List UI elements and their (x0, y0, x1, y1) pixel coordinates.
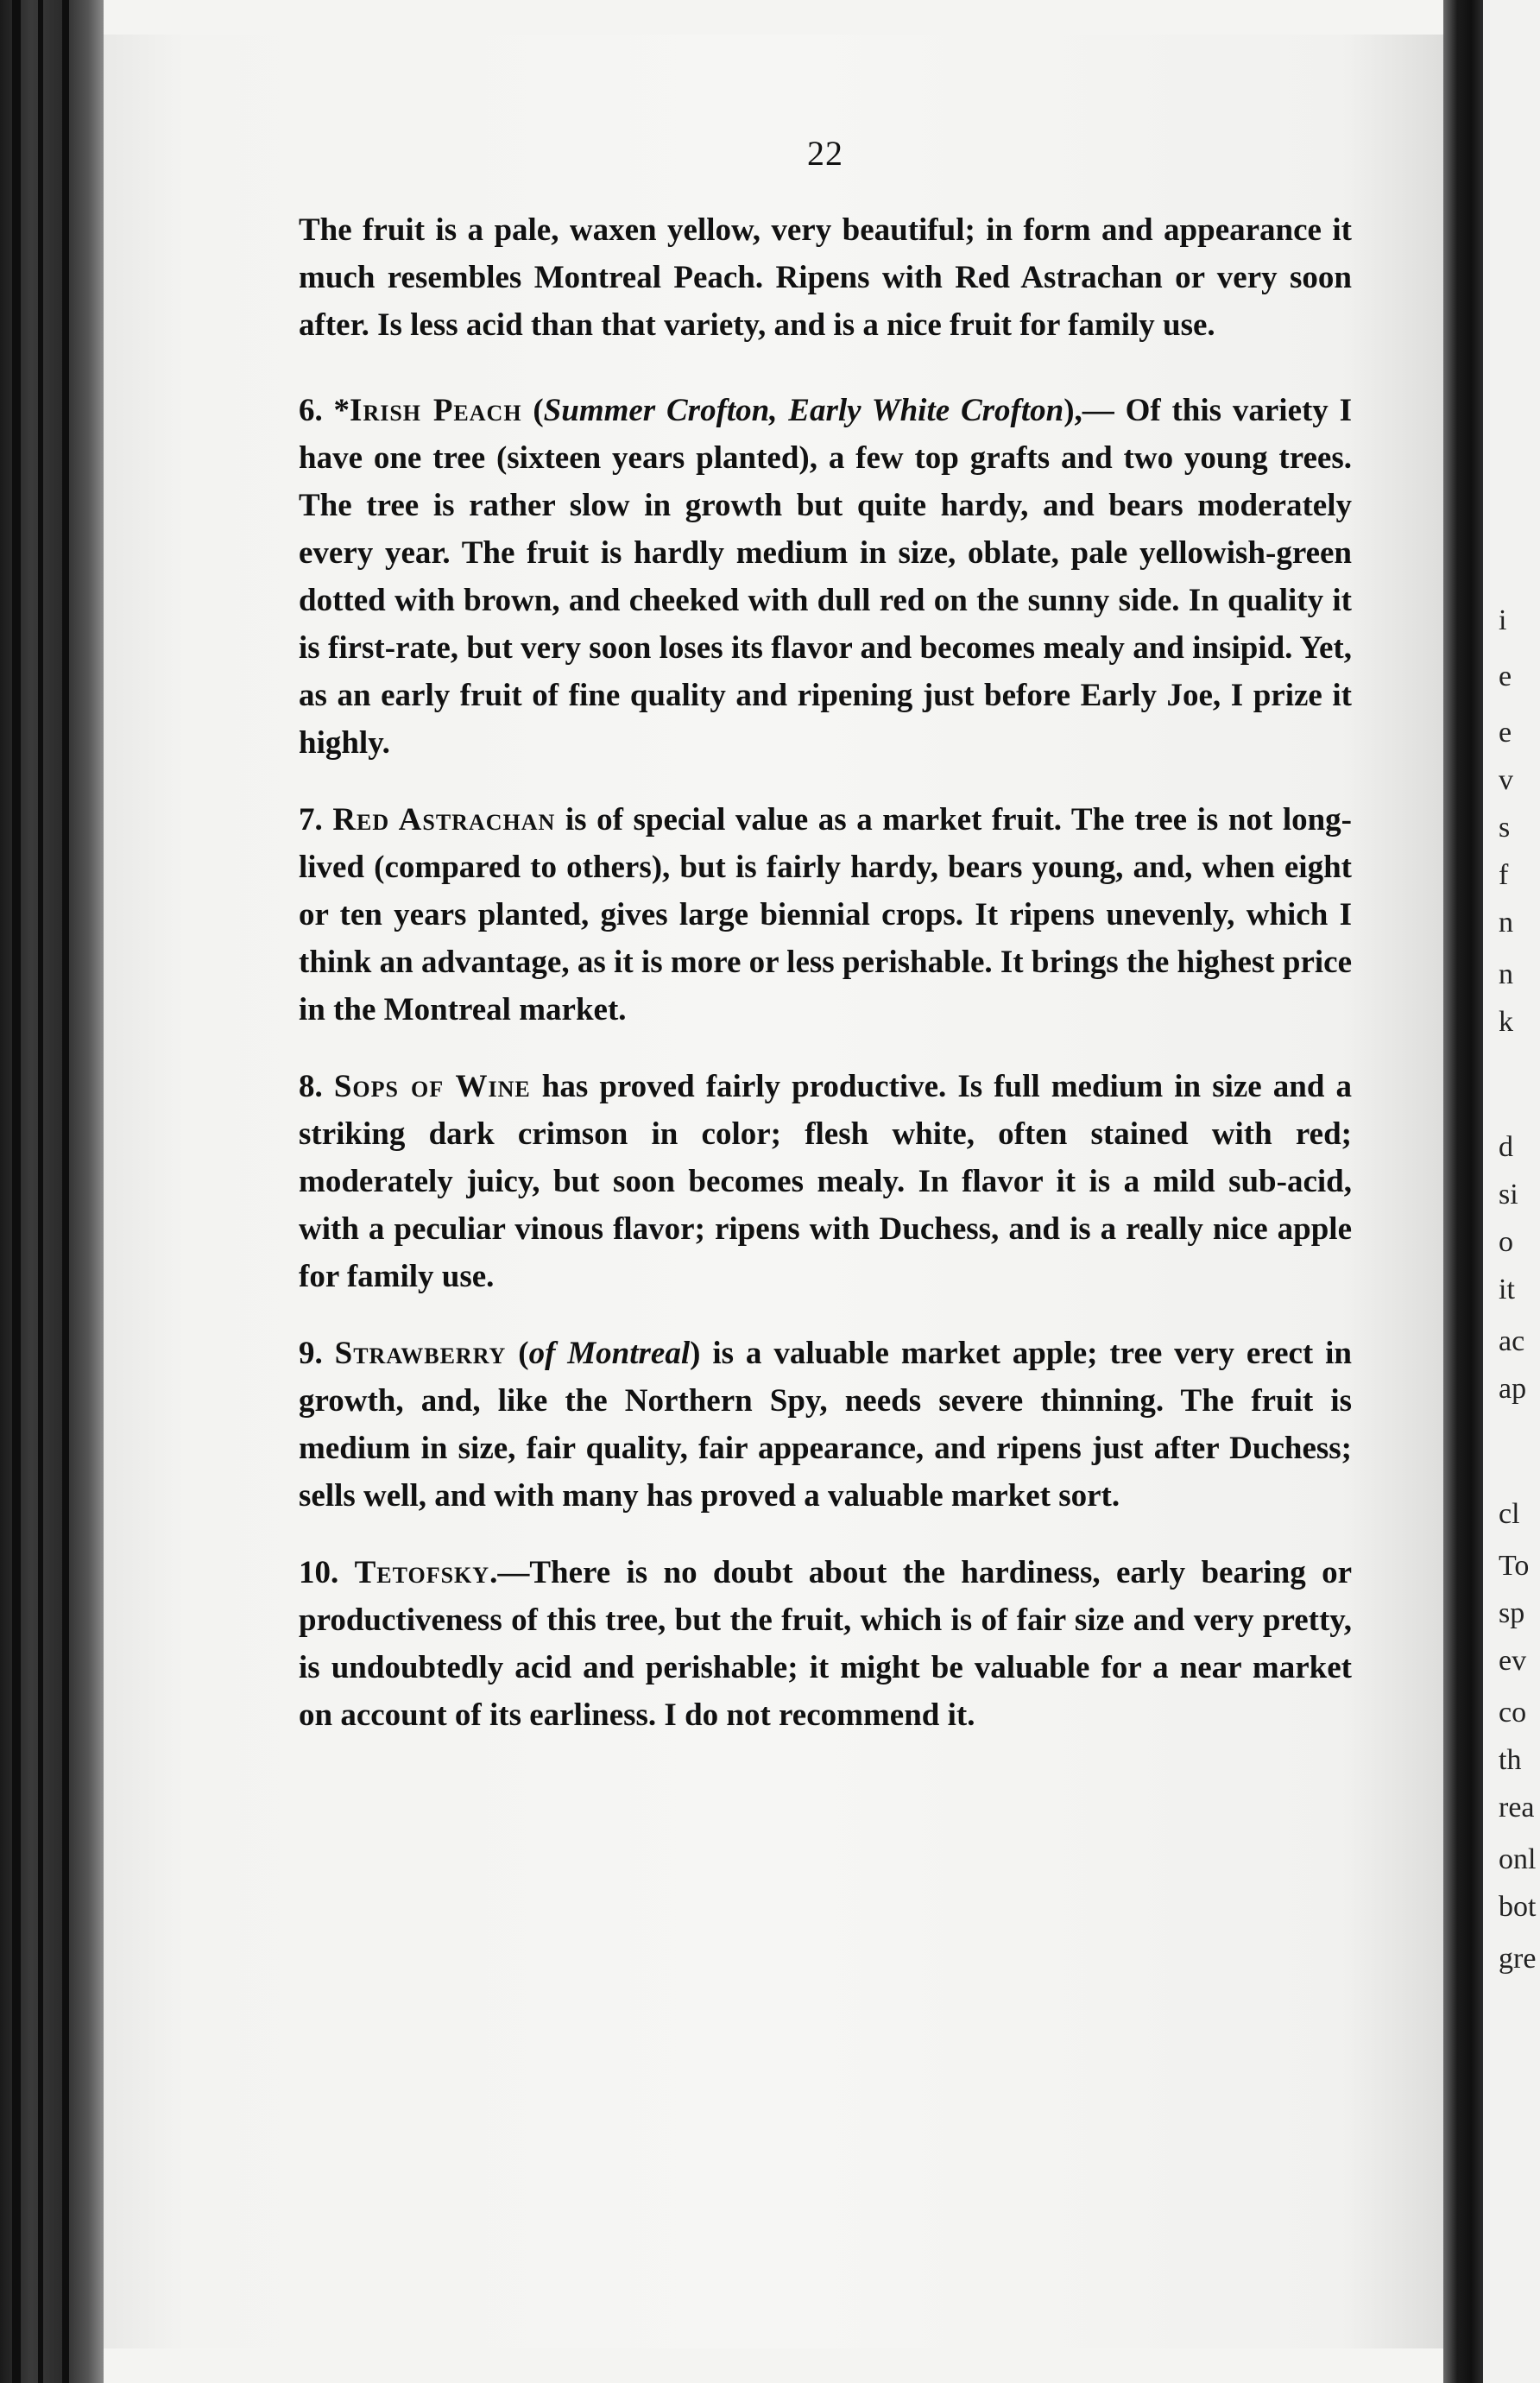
page-text (299, 130, 1352, 1768)
paragraph-strawberry (299, 1330, 1352, 1520)
next-page-fragment: onl (1499, 1843, 1537, 1875)
item-number: 6. * (299, 393, 350, 428)
variety-name: Strawberry (334, 1336, 507, 1371)
variety-name: Red Astrachan (332, 802, 556, 838)
next-page-fragment: ev (1499, 1645, 1527, 1677)
item-number: 9. (299, 1336, 335, 1371)
variety-name: Irish Peach (350, 393, 522, 428)
next-page-fragment: e (1499, 661, 1512, 692)
item-number: 8. (299, 1069, 334, 1104)
next-page-fragment: i (1499, 604, 1507, 636)
next-page-fragment: To (1499, 1550, 1530, 1582)
next-page-fragment: sp (1499, 1597, 1525, 1629)
spine-stripe (12, 0, 21, 2383)
next-page-fragment: cl (1499, 1498, 1520, 1530)
next-page-fragment: s (1499, 812, 1511, 844)
next-page-fragment: o (1499, 1226, 1513, 1258)
paragraph-text: The fruit is a pale, waxen yellow, very beautiful; in form and appearance it much resembles Montreal Peach. Ripens with Red Astrachan or very soon after. Is less acid than that variety, and is a nice fruit for family use. (299, 212, 1352, 343)
spine-stripe (38, 0, 43, 2383)
next-page-fragment: gre (1499, 1943, 1537, 1975)
variety-synonyms: of Montreal (528, 1336, 691, 1371)
paren-open: ( (506, 1336, 529, 1371)
paragraph-red-astrachan (299, 796, 1352, 1033)
spine-stripe (62, 0, 69, 2383)
next-page-fragment: k (1499, 1006, 1513, 1038)
book-spine (0, 0, 104, 2383)
next-page-fragment: si (1499, 1179, 1518, 1210)
next-page-fragment: f (1499, 859, 1509, 891)
paragraph-sops-of-wine (299, 1063, 1352, 1300)
adjacent-page-edge (1483, 0, 1540, 2383)
item-number: 10. (299, 1555, 355, 1590)
next-page-fragment: e (1499, 717, 1512, 749)
next-page-fragment: bot (1499, 1891, 1537, 1923)
paragraph-continuation (299, 206, 1352, 349)
paragraph-text: has proved fairly productive. Is full medium in size and a striking dark crimson in color; flesh white, often stained with red; moderately juicy, but soon becomes mealy. In flavor it is a mild sub-acid, with a peculiar vinous flavor; ripens with Duchess, and is a really nice apple for family use. (299, 1069, 1352, 1294)
next-page-fragment: n (1499, 907, 1513, 939)
next-page-fragment: it (1499, 1274, 1515, 1305)
page-number: 22 (807, 134, 843, 173)
paragraph-text: is of special value as a market fruit. The tree is not long-lived (compared to others), but is fairly hardy, bears young, and, when eight or ten years planted, gives large biennial crops. It ripens unevenly, which I think an advantage, as it is more or less perishable. It brings the highest price in the Montreal market. (299, 802, 1352, 1027)
next-page-fragment: n (1499, 958, 1513, 990)
next-page-fragment: d (1499, 1131, 1513, 1163)
next-page-fragment: th (1499, 1744, 1522, 1776)
paragraph-text: Of this variety I have one tree (sixteen years planted), a few top grafts and two young trees. The tree is rather slow in growth but quite hardy, and bears moderately every year. The fruit is hardly medium in size, oblate, pale yellowish-green dotted with brown, and cheeked with dull red on the sunny side. In quality it is first-rate, but very soon loses its flavor and becomes mealy and insipid. Yet, as an early fruit of fine quality and ripening just before Early Joe, I prize it highly. (299, 393, 1352, 761)
paren-close: ) (690, 1336, 701, 1371)
paren-close: ),— (1063, 393, 1114, 428)
next-page-fragment: ac (1499, 1325, 1525, 1357)
paragraph-text: is a valuable market apple; tree very erect in growth, and, like the Northern Spy, needs severe thinning. The fruit is medium in size, fair quality, fair appearance, and ripens just after Duchess; sells well, and with many has proved a valuable market sort. (299, 1336, 1352, 1514)
page-gutter (1443, 0, 1483, 2383)
paragraph-tetofsky (299, 1549, 1352, 1739)
variety-synonyms: Summer Crofton, Early White Crofton (543, 393, 1064, 428)
next-page-fragment: v (1499, 764, 1513, 796)
item-number: 7. (299, 802, 333, 838)
next-page-fragment: co (1499, 1697, 1527, 1729)
variety-name: Tetofsky (354, 1555, 490, 1590)
paragraph-irish-peach (299, 387, 1352, 767)
variety-name: Sops of Wine (333, 1069, 531, 1104)
paren-open: ( (521, 393, 544, 428)
next-page-fragment: rea (1499, 1792, 1535, 1824)
next-page-fragment: ap (1499, 1373, 1527, 1405)
paragraph-text: .—There is no doubt about the hardiness, early bearing or productiveness of this tree, but the fruit, which is of fair size and very pretty, is undoubtedly acid and perishable; it might be valuable for a near market on account of its earliness. I do not recommend it. (299, 1555, 1353, 1733)
